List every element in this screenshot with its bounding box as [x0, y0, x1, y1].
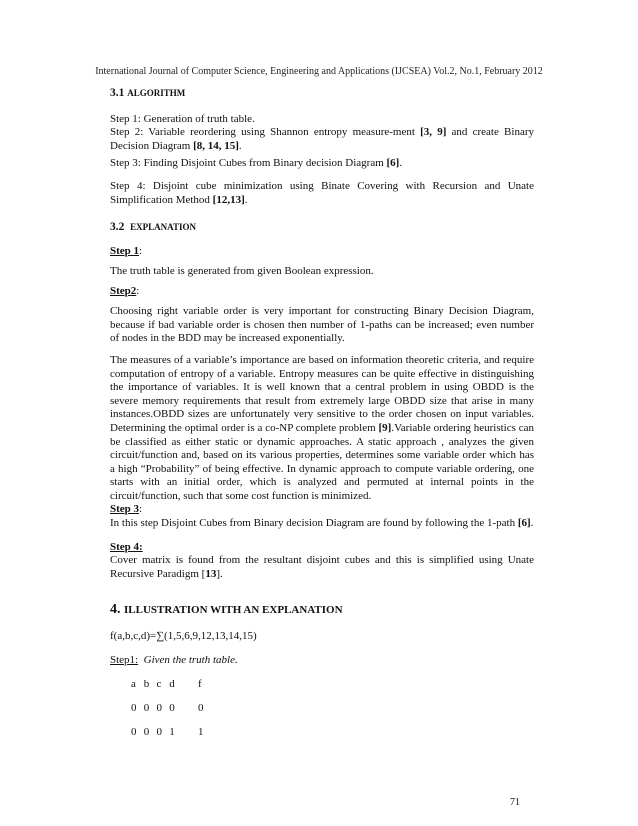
- step-4-text: Step 4: Disjoint cube minimization using Binate Covering with Recursion and Unate Simplification Method: [110, 180, 534, 206]
- step-1-text: The truth table is generated from given Boolean expression.: [110, 265, 374, 277]
- step-description: Given the truth table.: [143, 654, 238, 666]
- paragraph-text-cont: .Variable ordering heuristics can be classified as either static or dynamic approaches. A static approach , analyzes the given circuit/function and, based on its various properties, determines some variable order which has a high “Probability” of being effective. In dynamic approach to compute variable ordering, one starts with an initial order, which is analyzed and permuted at internal points in the circuit/function, such that some cost function is minimized.: [110, 421, 534, 502]
- step-3-text: Step 3: Finding Disjoint Cubes from Binary decision Diagram: [110, 157, 387, 169]
- truth-table-row: [131, 702, 204, 714]
- table-cell: 0: [198, 702, 204, 714]
- step-3-heading: [110, 503, 534, 517]
- header-cell: f: [198, 678, 202, 690]
- period: .: [238, 139, 242, 152]
- table-cell: 0: [131, 726, 137, 738]
- step-4-body: Cover matrix is found from the resultant disjoint cubes and this is simplified using Unate Recursive Paradigm [: [110, 554, 534, 580]
- step-label: Step 3: [110, 503, 140, 515]
- truth-table-row: [131, 726, 204, 738]
- step-4-text: [110, 554, 534, 581]
- illustration-step-1: [110, 654, 534, 668]
- section-4-heading: [110, 603, 534, 618]
- journal-header: International Journal of Computer Science, Engineering and Applications (IJCSEA) Vol.2, No.1, February 2012: [95, 66, 543, 77]
- period: .: [244, 193, 248, 206]
- citation: [12,13]: [212, 193, 245, 206]
- period: .: [399, 157, 403, 169]
- algorithm-step-1: Step 1: Generation of truth table.: [110, 113, 255, 125]
- section-3-1-heading: [110, 87, 534, 101]
- algorithm-step-2: [110, 126, 534, 153]
- step-label: Step2: [110, 285, 137, 297]
- header-cell: b: [143, 678, 150, 690]
- step-label: Step1:: [110, 654, 139, 666]
- page-number: 71: [510, 797, 520, 808]
- header-cell: c: [156, 678, 162, 690]
- table-cell: 0: [169, 702, 175, 714]
- paragraph-text: The measures of a variable’s importance are based on information theoretic criteria, and require computation of entropy of a variable. Entropy measures can be quite effective in distinguishing the importance of variables. It is well known that a central problem in using OBDD is the severe memory requirements that result from extremely large OBDD size that arise in many instances.OBDD sizes are unfortunately very sensitive to the order chosen on input variables. Determining the optimal order is a co-NP complete problem: [110, 354, 534, 434]
- period: ].: [216, 567, 223, 580]
- algorithm-step-3: [110, 157, 534, 171]
- citation: [6]: [517, 517, 531, 529]
- section-title: ILLUSTRATION WITH AN EXPLANATION: [124, 604, 343, 616]
- table-cell: 0: [156, 702, 162, 714]
- table-cell: 0: [143, 702, 150, 714]
- table-cell: 1: [198, 726, 204, 738]
- step-2-heading: [110, 285, 534, 299]
- step-3-body: In this step Disjoint Cubes from Binary decision Diagram are found by following the 1-path: [110, 517, 518, 529]
- citation: [8, 14, 15]: [193, 139, 239, 152]
- step-2-text-cont: and create Binary Decision Diagram: [110, 126, 534, 152]
- step-label: Step 4:: [110, 541, 143, 553]
- section-number: 3.2: [110, 221, 125, 233]
- table-cell: 0: [143, 726, 150, 738]
- step-4-heading: [110, 541, 534, 555]
- citation: 13: [205, 567, 217, 580]
- colon: :: [136, 285, 140, 297]
- colon: :: [139, 503, 143, 515]
- colon: :: [139, 245, 143, 257]
- step-1-heading: [110, 245, 534, 259]
- section-number: 4.: [110, 602, 121, 617]
- header-cell: d: [169, 678, 175, 690]
- section-title: EXPLANATION: [130, 222, 196, 232]
- table-cell: 1: [169, 726, 175, 738]
- table-cell: 0: [156, 726, 162, 738]
- step-2-paragraph-1: Choosing right variable order is very important for constructing Binary Decision Diagram, because if bad variable order is chosen then number of 1-paths can be increased; even number of nodes in the BDD may be increased exponentially.: [110, 305, 534, 345]
- section-number: 3.1: [110, 87, 125, 99]
- truth-table-header: [131, 678, 202, 690]
- table-cell: 0: [131, 702, 137, 714]
- citation: [9]: [378, 421, 392, 434]
- period: .: [530, 517, 534, 529]
- step-3-text: [110, 517, 534, 531]
- step-2-text: Step 2: Variable reordering using Shannon entropy measure-ment: [110, 126, 421, 138]
- section-3-2-heading: [110, 221, 534, 235]
- header-cell: a: [131, 678, 136, 690]
- citation: [6]: [386, 157, 400, 169]
- algorithm-step-4: [110, 180, 534, 207]
- step-2-paragraph-2: [110, 354, 534, 504]
- step-label: Step 1: [110, 245, 140, 257]
- section-title: ALGORITHM: [127, 88, 186, 98]
- citation: [3, 9]: [420, 126, 447, 138]
- boolean-function: f(a,b,c,d)=∑(1,5,6,9,12,13,14,15): [110, 630, 257, 642]
